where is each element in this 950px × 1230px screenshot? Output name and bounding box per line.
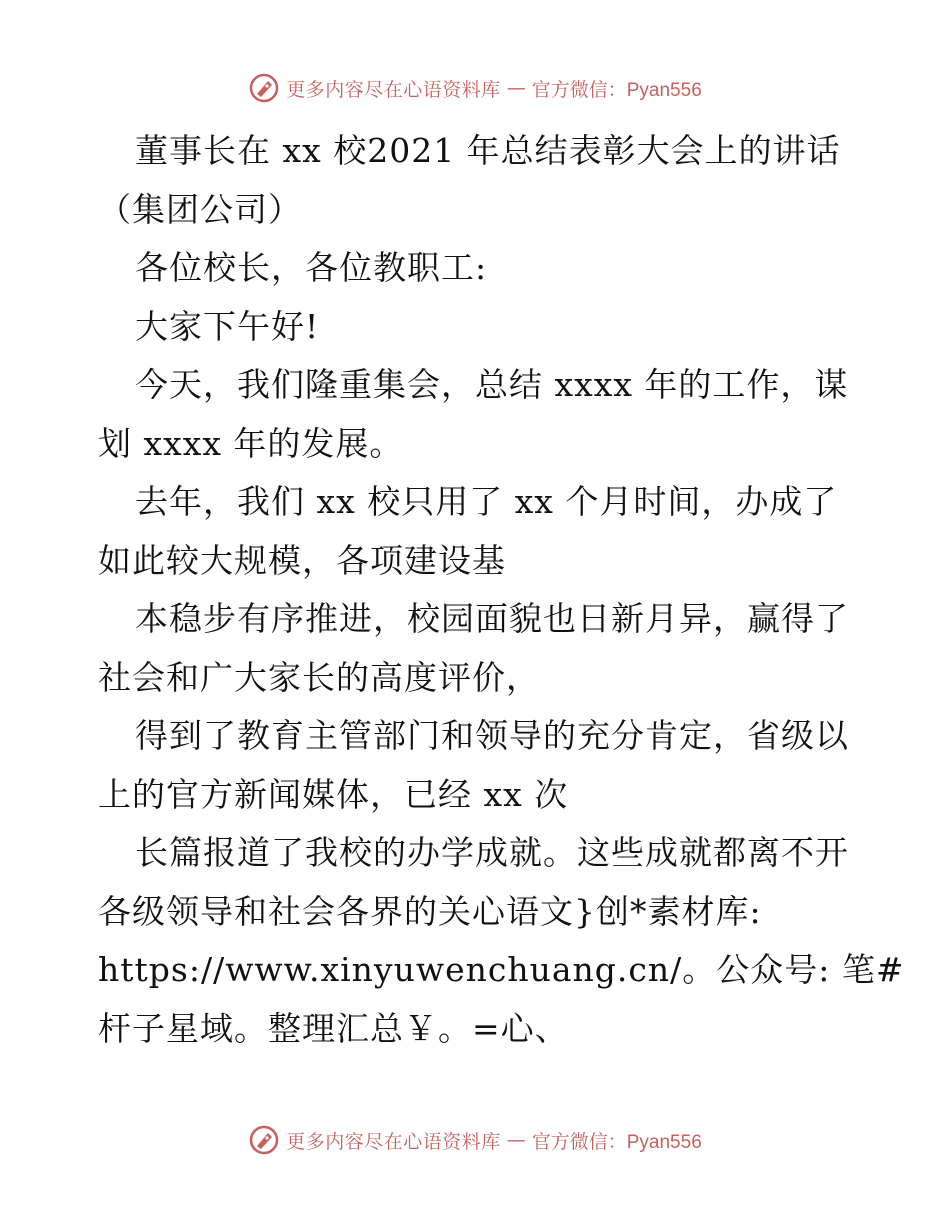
document-title-line-2: （集团公司） <box>98 189 302 229</box>
paragraph-line: 杆子星域。整理汇总￥。=心、 <box>98 1008 569 1048</box>
document-title-line-1: 董事长在 xx 校2021 年总结表彰大会上的讲话 <box>135 131 841 170</box>
paragraph-line: 上的官方新闻媒体，已经 xx 次 <box>98 774 569 814</box>
watermark-contact: 官方微信：Pyan556 <box>531 1131 702 1153</box>
pen-nib-logo-icon <box>248 72 280 104</box>
watermark-text: 更多内容尽在心语资料库 <box>286 78 501 101</box>
paragraph-line: 长篇报道了我校的办学成就。这些成就都离不开 <box>135 833 849 872</box>
watermark-contact: 官方微信：Pyan556 <box>531 79 702 101</box>
watermark-separator: — <box>506 77 526 99</box>
paragraph-line: https://www.xinyuwenchuang.cn/。公众号: 笔# <box>98 950 905 989</box>
salutation-line: 各位校长，各位教职工: <box>135 248 488 287</box>
paragraph-line: 划 xxxx 年的发展。 <box>98 423 404 463</box>
header-watermark <box>0 72 950 104</box>
document-body <box>98 122 905 1058</box>
paragraph-line: 本稳步有序推进，校园面貌也日新月异，赢得了 <box>135 599 849 638</box>
watermark-separator: — <box>506 1129 526 1151</box>
paragraph-line: 如此较大规模，各项建设基 <box>98 540 506 580</box>
pen-nib-logo-icon <box>248 1124 280 1156</box>
greeting-line: 大家下午好! <box>135 306 320 346</box>
paragraph-line: 今天，我们隆重集会，总结 xxxx 年的工作，谋 <box>135 365 849 404</box>
watermark-text: 更多内容尽在心语资料库 <box>286 1130 501 1153</box>
paragraph-line: 社会和广大家长的高度评价， <box>98 657 540 697</box>
paragraph-line: 各级领导和社会各界的关心语文}创*素材库: <box>98 891 762 931</box>
paragraph-line: 得到了教育主管部门和领导的充分肯定，省级以 <box>135 716 849 755</box>
paragraph-line: 去年，我们 xx 校只用了 xx 个月时间，办成了 <box>135 482 838 521</box>
footer-watermark <box>0 1124 950 1156</box>
